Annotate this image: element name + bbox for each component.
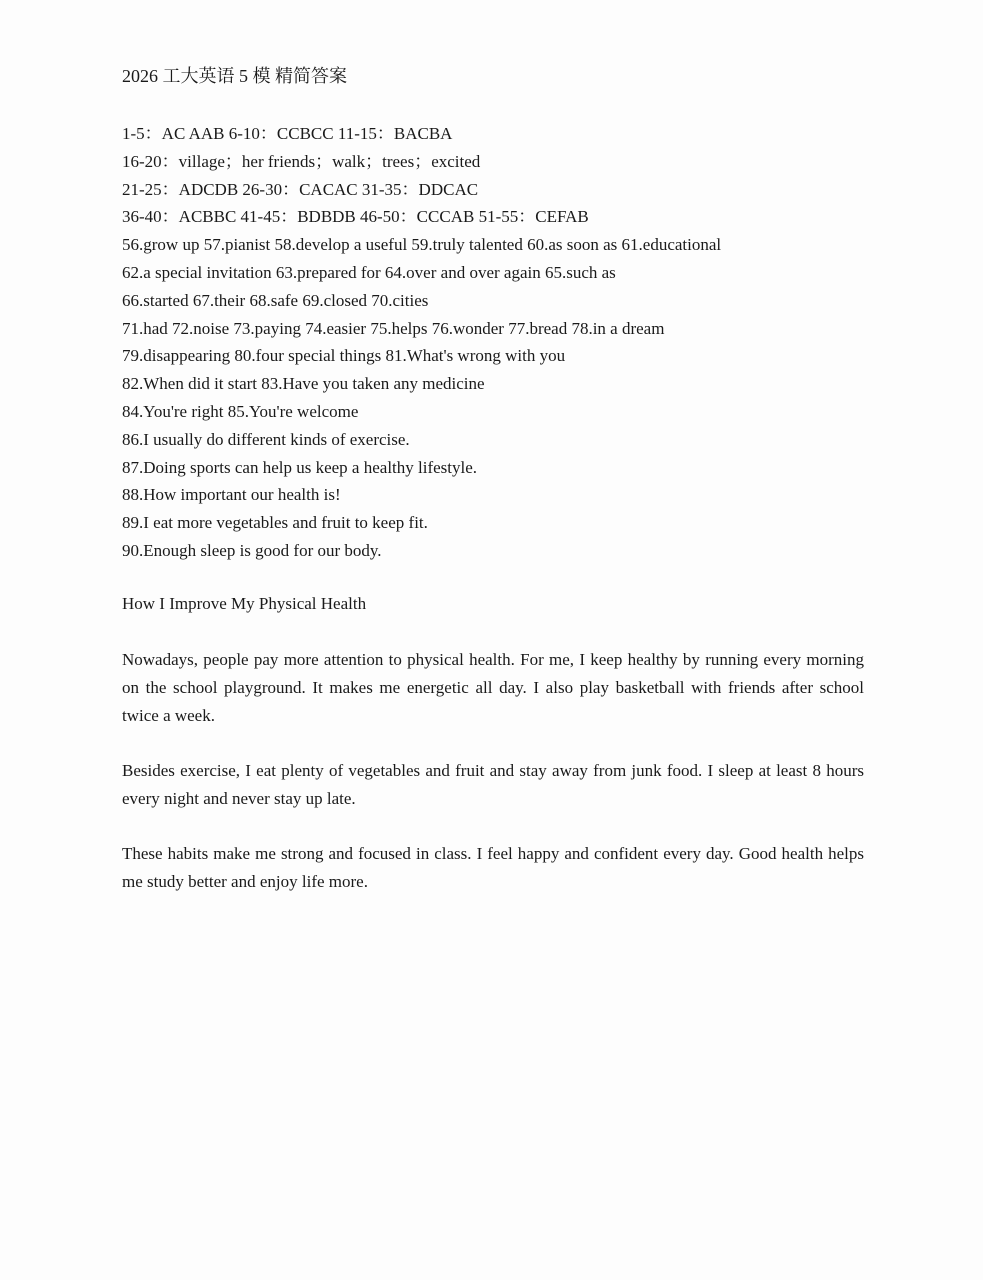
answer-line: 36-40：ACBBC 41-45：BDBDB 46-50：CCCAB 51-55：CEFAB [122,207,589,227]
answer-line: 82.When did it start 83.Have you taken any medicine [122,374,485,394]
answer-line: 79.disappearing 80.four special things 81.What's wrong with you [122,346,566,366]
answer-line: 84.You're right 85.You're welcome [122,401,359,421]
essay-paragraph: Nowadays, people pay more attention to physical health. For me, I keep healthy by running every morning on the school playground. It makes me energetic all day. I also play basketball with friends after school twice a week. [122,650,864,725]
answer-line: 16-20：village；her friends；walk；trees；excited [122,151,481,171]
answer-line: 62.a special invitation 63.prepared for 64.over and over again 65.such as [122,262,616,282]
essay-title: How I Improve My Physical Health [122,594,367,613]
answer-line: 1-5：AC AAB 6-10：CCBCC 11-15：BACBA [122,124,453,143]
answer-list [122,120,882,565]
essay-paragraph: These habits make me strong and focused in class. I feel happy and confident every day. Good health helps me study better and enjoy life more. [122,844,864,891]
answer-line: 71.had 72.noise 73.paying 74.easier 75.helps 76.wonder 77.bread 78.in a dream [122,318,665,338]
document-title: 2026 工大英语 5 模 精简答案 [122,66,347,86]
answer-line: 86.I usually do different kinds of exercise. [122,429,410,449]
answer-line: 21-25：ADCDB 26-30：CACAC 31-35：DDCAC [122,179,479,199]
answer-line: 56.grow up 57.pianist 58.develop a useful 59.truly talented 60.as soon as 61.educational [122,235,722,255]
answer-line: 89.I eat more vegetables and fruit to keep fit. [122,513,428,533]
answer-line: 88.How important our health is! [122,485,341,505]
answer-line: 87.Doing sports can help us keep a healthy lifestyle. [122,457,478,477]
answer-line: 90.Enough sleep is good for our body. [122,540,382,560]
answer-line: 66.started 67.their 68.safe 69.closed 70.cities [122,290,429,310]
essay-paragraph: Besides exercise, I eat plenty of vegetables and fruit and stay away from junk food. I sleep at least 8 hours every night and never stay up late. [122,761,864,808]
